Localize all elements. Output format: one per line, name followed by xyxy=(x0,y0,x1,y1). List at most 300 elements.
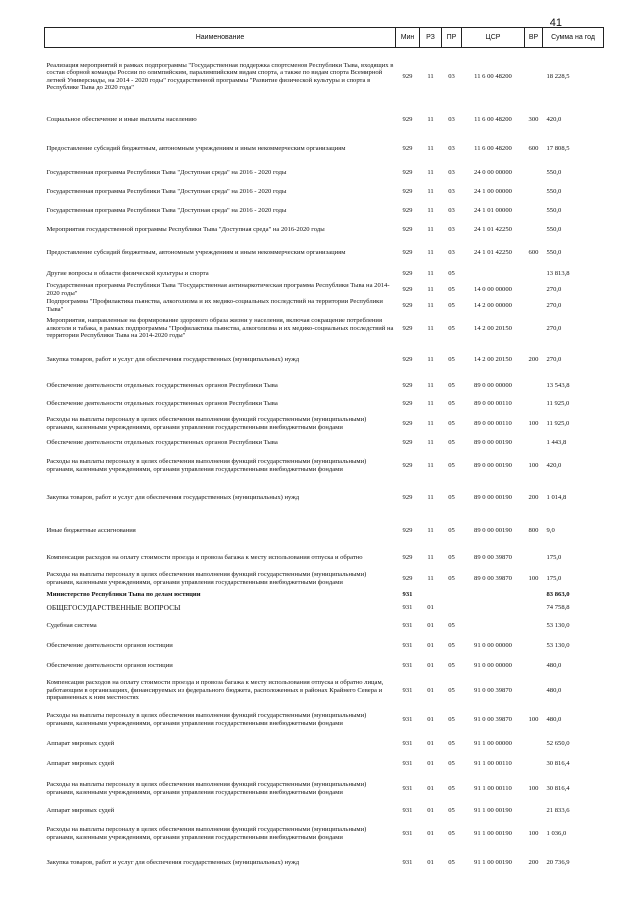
table-row xyxy=(45,344,604,376)
table-row xyxy=(45,267,604,282)
cell-pr: 05 xyxy=(448,419,455,427)
cell-vr-value: 600 xyxy=(528,144,539,152)
cell-pr: 05 xyxy=(448,784,455,792)
cell-sum: 13 543,8 xyxy=(546,382,570,390)
cell-vr xyxy=(525,449,543,483)
table-row xyxy=(45,106,604,134)
cell-vr xyxy=(525,754,543,775)
cell-vr xyxy=(525,706,543,734)
cell-rz: 11 xyxy=(427,301,434,309)
cell-vr xyxy=(525,240,543,267)
cell-vr xyxy=(525,775,543,803)
table-row xyxy=(45,183,604,202)
cell-vr xyxy=(525,376,543,397)
cell-pr: 05 xyxy=(448,686,455,694)
cell-sum: 420,0 xyxy=(546,461,562,469)
table-row xyxy=(45,657,604,676)
cell-csr: 11 6 00 48200 xyxy=(474,115,512,123)
table-row xyxy=(45,298,604,314)
cell-csr: 91 1 00 00190 xyxy=(474,829,512,837)
cell-name: ОБЩЕГОСУДАРСТВЕННЫЕ ВОПРОСЫ xyxy=(46,602,181,612)
cell-vr-value: 100 xyxy=(528,461,539,469)
cell-sum: 1 443,8 xyxy=(546,438,567,446)
cell-name: Расходы на выплаты персоналу в целях обеспечения выполнения функций государственными (муниципальными) органами, казенными учреждениями, органами управления государственными внебюджетными фондами xyxy=(46,781,367,796)
cell-sum: 9,0 xyxy=(546,526,555,534)
cell-name: Расходы на выплаты персоналу в целях обеспечения выполнения функций государственными (муниципальными) органами, казенными учреждениями, органами управления государственными внебюджетными фондами xyxy=(46,416,367,431)
cell-vr xyxy=(525,298,543,314)
cell-sum: 21 833,6 xyxy=(546,806,570,814)
cell-csr: 91 0 00 00000 xyxy=(474,662,512,670)
cell-rz: 11 xyxy=(427,355,434,363)
table-row xyxy=(45,164,604,183)
cell-csr xyxy=(462,591,525,600)
cell-rz: 11 xyxy=(427,115,434,123)
cell-sum: 270,0 xyxy=(546,355,562,363)
cell-vr xyxy=(525,397,543,411)
cell-name: Обеспечение деятельности отдельных государственных органов Республики Тыва xyxy=(46,438,278,446)
cell-name: Обеспечение деятельности органов юстиции xyxy=(46,662,173,670)
cell-pr: 05 xyxy=(448,438,455,446)
cell-rz: 11 xyxy=(427,438,434,446)
cell-min: 929 xyxy=(402,144,413,152)
cell-vr xyxy=(525,513,543,549)
cell-vr xyxy=(525,483,543,513)
cell-rz: 01 xyxy=(427,642,434,650)
cell-csr: 89 0 00 39870 xyxy=(474,553,512,561)
cell-pr: 05 xyxy=(448,382,455,390)
cell-min: 929 xyxy=(402,226,413,234)
cell-rz: 01 xyxy=(427,686,434,694)
cell-sum: 30 816,4 xyxy=(546,784,570,792)
table-row xyxy=(45,513,604,549)
cell-csr: 11 6 00 48200 xyxy=(474,73,512,81)
cell-min: 931 xyxy=(402,739,413,747)
cell-name: Судебная система xyxy=(46,621,97,629)
cell-sum: 18 228,5 xyxy=(546,73,570,81)
cell-rz: 11 xyxy=(427,285,434,293)
cell-pr: 05 xyxy=(448,324,455,332)
cell-pr: 05 xyxy=(448,760,455,768)
table-body xyxy=(45,48,604,877)
cell-sum: 11 925,0 xyxy=(546,399,570,407)
cell-csr: 89 0 00 00000 xyxy=(474,382,512,390)
cell-vr xyxy=(525,567,543,591)
cell-vr xyxy=(525,636,543,657)
cell-min: 931 xyxy=(402,603,413,611)
cell-name: Закупка товаров, работ и услуг для обеспечения государственных (муниципальных) нужд xyxy=(46,858,300,866)
cell-sum: 30 816,4 xyxy=(546,760,570,768)
cell-min: 929 xyxy=(402,324,413,332)
table-row xyxy=(45,600,604,616)
cell-name: Предоставление субсидий бюджетным, автономным учреждениям и иным некоммерческим организациям xyxy=(46,144,346,152)
cell-pr: 03 xyxy=(448,144,455,152)
cell-pr: 05 xyxy=(448,526,455,534)
cell-pr: 05 xyxy=(448,461,455,469)
table-row xyxy=(45,483,604,513)
table-row xyxy=(45,282,604,298)
cell-sum: 270,0 xyxy=(546,285,562,293)
cell-csr: 89 0 00 39870 xyxy=(474,574,512,582)
cell-sum: 480,0 xyxy=(546,715,562,723)
cell-rz: 11 xyxy=(427,461,434,469)
cell-csr: 14 2 00 20150 xyxy=(474,324,512,332)
cell-csr xyxy=(462,600,525,616)
cell-name: Социальное обеспечение и иные выплаты населению xyxy=(46,115,197,123)
cell-min: 929 xyxy=(402,553,413,561)
header-vr: ВР xyxy=(525,28,543,48)
cell-csr: 91 0 00 39870 xyxy=(474,686,512,694)
cell-vr xyxy=(525,411,543,437)
cell-vr xyxy=(525,134,543,164)
cell-vr xyxy=(525,734,543,754)
cell-rz: 01 xyxy=(427,603,434,611)
cell-vr xyxy=(525,267,543,282)
cell-rz: 01 xyxy=(427,662,434,670)
cell-csr: 89 0 00 00190 xyxy=(474,526,512,534)
cell-csr: 24 1 00 00000 xyxy=(474,188,512,196)
cell-vr xyxy=(525,106,543,134)
table-row xyxy=(45,202,604,221)
cell-name: Компенсация расходов на оплату стоимости проезда и провоза багажа к месту использования отпуска и обратно xyxy=(46,553,363,561)
cell-vr-value: 200 xyxy=(528,493,539,501)
cell-min: 929 xyxy=(402,382,413,390)
cell-sum: 175,0 xyxy=(546,574,562,582)
cell-min: 931 xyxy=(402,662,413,670)
table-row xyxy=(45,449,604,483)
cell-name: Закупка товаров, работ и услуг для обеспечения государственных (муниципальных) нужд xyxy=(46,355,300,363)
cell-sum: 20 736,9 xyxy=(546,858,570,866)
cell-vr xyxy=(525,221,543,240)
cell-min: 929 xyxy=(402,285,413,293)
cell-name: Реализация мероприятий в рамках подпрограммы "Государственная поддержка спортсменов Республики Тыва, входящих в состав сборной команды России по олимпийским, паралимпийским видам спорта, а также по видам спорта Всемирной летней Универсиады, на 2014 - 2020 годы" государственной программы "Развитие физической культуры и спорта в Республике Тыва до 2020 года" xyxy=(46,61,394,92)
cell-vr-value: 100 xyxy=(528,574,539,582)
cell-pr: 05 xyxy=(448,270,455,278)
cell-sum: 1 014,8 xyxy=(546,493,567,501)
budget-table xyxy=(44,27,604,877)
cell-rz: 11 xyxy=(427,188,434,196)
cell-sum: 550,0 xyxy=(546,207,562,215)
cell-csr: 91 1 00 00190 xyxy=(474,858,512,866)
cell-vr-value: 300 xyxy=(528,115,539,123)
cell-vr xyxy=(525,282,543,298)
cell-name: Компенсация расходов на оплату стоимости проезда и провоза багажа к месту использования отпуска и обратно лицам, работающим в организациях, финансируемых из федерального бюджета, расположенных в районах Крайнего Севера и приравненных к ним местностях xyxy=(46,679,384,702)
cell-pr: 05 xyxy=(448,285,455,293)
cell-sum: 550,0 xyxy=(546,188,562,196)
table-row xyxy=(45,849,604,877)
cell-csr: 91 1 00 00000 xyxy=(474,739,512,747)
cell-min: 929 xyxy=(402,574,413,582)
cell-rz: 11 xyxy=(427,526,434,534)
cell-name: Аппарат мировых судей xyxy=(46,806,115,814)
cell-csr: 91 1 00 00190 xyxy=(474,806,512,814)
cell-sum: 480,0 xyxy=(546,686,562,694)
cell-csr xyxy=(462,616,525,636)
cell-csr: 24 1 01 42250 xyxy=(474,249,512,257)
cell-min: 931 xyxy=(402,642,413,650)
cell-rz: 11 xyxy=(427,73,434,81)
cell-min: 931 xyxy=(402,760,413,768)
cell-min: 929 xyxy=(402,169,413,177)
cell-pr: 05 xyxy=(448,829,455,837)
cell-rz: 11 xyxy=(427,169,434,177)
cell-rz: 11 xyxy=(427,207,434,215)
cell-name: Закупка товаров, работ и услуг для обеспечения государственных (муниципальных) нужд xyxy=(46,493,300,501)
cell-vr-value: 100 xyxy=(528,829,539,837)
cell-csr: 91 1 00 00110 xyxy=(474,760,512,768)
cell-pr: 05 xyxy=(448,301,455,309)
table-row xyxy=(45,803,604,819)
cell-min: 931 xyxy=(402,686,413,694)
cell-min: 931 xyxy=(402,715,413,723)
cell-rz xyxy=(420,591,442,600)
cell-min: 929 xyxy=(402,249,413,257)
cell-rz: 01 xyxy=(427,760,434,768)
cell-pr: 03 xyxy=(448,249,455,257)
cell-pr xyxy=(442,591,462,600)
cell-name: Обеспечение деятельности отдельных государственных органов Республики Тыва xyxy=(46,382,278,390)
cell-csr: 11 6 00 48200 xyxy=(474,144,512,152)
cell-vr-value: 100 xyxy=(528,419,539,427)
cell-vr xyxy=(525,591,543,600)
cell-csr: 89 0 00 00190 xyxy=(474,461,512,469)
table-row xyxy=(45,240,604,267)
cell-rz: 11 xyxy=(427,226,434,234)
page-number: 41 xyxy=(549,17,562,29)
cell-rz: 01 xyxy=(427,829,434,837)
cell-rz: 11 xyxy=(427,144,434,152)
header-pr: ПР xyxy=(442,28,462,48)
cell-vr-value: 800 xyxy=(528,526,539,534)
cell-min: 929 xyxy=(402,115,413,123)
cell-rz: 11 xyxy=(427,553,434,561)
cell-sum: 13 813,8 xyxy=(546,270,570,278)
cell-pr: 05 xyxy=(448,355,455,363)
cell-name: Государственная программа Республики Тыва "Доступная среда" на 2016 - 2020 годы xyxy=(46,169,287,177)
cell-csr xyxy=(462,267,525,282)
cell-sum: 1 036,0 xyxy=(546,829,567,837)
cell-min: 929 xyxy=(402,493,413,501)
cell-pr: 05 xyxy=(448,739,455,747)
cell-name: Государственная программа Республики Тыва "Государственная антинаркотическая программа Республики Тыва на 2014-2020 годы" xyxy=(46,282,390,297)
cell-name: Другие вопросы в области физической культуры и спорта xyxy=(46,270,209,278)
table-row xyxy=(45,48,604,106)
header-min: Мин xyxy=(396,28,420,48)
cell-name: Государственная программа Республики Тыва "Доступная среда" на 2016 - 2020 годы xyxy=(46,188,287,196)
cell-sum: 270,0 xyxy=(546,324,562,332)
cell-csr: 24 0 00 00000 xyxy=(474,169,512,177)
table-row xyxy=(45,706,604,734)
cell-pr: 03 xyxy=(448,188,455,196)
cell-csr: 89 0 00 00110 xyxy=(474,419,512,427)
table-row xyxy=(45,134,604,164)
cell-min: 929 xyxy=(402,188,413,196)
cell-min: 929 xyxy=(402,399,413,407)
cell-min: 929 xyxy=(402,355,413,363)
cell-vr xyxy=(525,314,543,344)
cell-min: 931 xyxy=(402,829,413,837)
cell-rz: 01 xyxy=(427,858,434,866)
cell-csr: 91 0 00 39870 xyxy=(474,715,512,723)
cell-vr-value: 600 xyxy=(528,249,539,256)
cell-pr xyxy=(442,600,462,616)
cell-rz: 01 xyxy=(427,621,434,629)
table-row xyxy=(45,411,604,437)
cell-csr: 91 1 00 00110 xyxy=(474,784,512,792)
cell-pr: 03 xyxy=(448,73,455,81)
cell-name: Расходы на выплаты персоналу в целях обеспечения выполнения функций государственными (муниципальными) органами, казенными учреждениями, органами управления государственными внебюджетными фондами xyxy=(46,712,367,727)
cell-name: Обеспечение деятельности органов юстиции xyxy=(46,642,173,650)
cell-pr: 05 xyxy=(448,621,455,629)
cell-sum: 11 925,0 xyxy=(546,419,570,427)
cell-name: Предоставление субсидий бюджетным, автономным учреждениям и иным некоммерческим организациям xyxy=(46,249,346,257)
cell-vr-value: 100 xyxy=(528,715,539,723)
cell-sum: 550,0 xyxy=(546,249,562,257)
header-csr: ЦСР xyxy=(462,28,525,48)
cell-sum: 83 863,0 xyxy=(546,591,570,599)
cell-pr: 05 xyxy=(448,806,455,814)
cell-csr: 14 2 00 00000 xyxy=(474,301,512,309)
cell-sum: 53 130,0 xyxy=(546,621,570,629)
cell-sum: 74 758,8 xyxy=(546,603,570,611)
cell-rz: 11 xyxy=(427,249,434,257)
cell-name: Государственная программа Республики Тыва "Доступная среда" на 2016 - 2020 годы xyxy=(46,207,287,215)
table-row xyxy=(45,549,604,567)
cell-rz: 11 xyxy=(427,382,434,390)
cell-name: Подпрограмма "Профилактика пьянства, алкоголизма и их медико-социальных последствий на территории Республики Тыва" xyxy=(46,298,383,313)
cell-csr: 24 1 01 00000 xyxy=(474,207,512,215)
cell-vr xyxy=(525,344,543,376)
table-row xyxy=(45,676,604,706)
cell-rz: 11 xyxy=(427,324,434,332)
cell-name: Министерство Республики Тыва по делам юстиции xyxy=(46,591,201,599)
cell-pr: 03 xyxy=(448,226,455,234)
cell-rz: 11 xyxy=(427,399,434,407)
cell-vr xyxy=(525,164,543,183)
cell-min: 931 xyxy=(402,621,413,629)
cell-pr: 05 xyxy=(448,642,455,650)
cell-sum: 17 808,5 xyxy=(546,144,570,152)
cell-vr xyxy=(525,676,543,706)
cell-vr xyxy=(525,437,543,449)
cell-csr: 24 1 01 42250 xyxy=(474,226,512,234)
header-name: Наименование xyxy=(45,28,396,48)
cell-sum: 52 650,0 xyxy=(546,739,570,747)
cell-vr-value: 200 xyxy=(528,858,539,866)
cell-pr: 05 xyxy=(448,715,455,723)
cell-pr: 03 xyxy=(448,115,455,123)
cell-vr xyxy=(525,48,543,106)
table-row xyxy=(45,397,604,411)
cell-vr-value: 100 xyxy=(528,784,539,792)
cell-min: 931 xyxy=(402,858,413,866)
cell-pr: 05 xyxy=(448,553,455,561)
cell-sum: 53 130,0 xyxy=(546,642,570,650)
cell-pr: 05 xyxy=(448,858,455,866)
cell-name: Обеспечение деятельности отдельных государственных органов Республики Тыва xyxy=(46,399,278,407)
cell-rz: 01 xyxy=(427,806,434,814)
cell-pr: 05 xyxy=(448,493,455,501)
cell-vr xyxy=(525,183,543,202)
table-row xyxy=(45,616,604,636)
cell-vr xyxy=(525,600,543,616)
cell-vr xyxy=(525,616,543,636)
cell-rz: 11 xyxy=(427,270,434,278)
table-row xyxy=(45,819,604,849)
cell-min: 931 xyxy=(402,591,413,599)
cell-name: Иные бюджетные ассигнования xyxy=(46,526,136,534)
cell-pr: 05 xyxy=(448,399,455,407)
table-row xyxy=(45,754,604,775)
table-row xyxy=(45,591,604,600)
cell-min: 931 xyxy=(402,806,413,814)
table-row xyxy=(45,567,604,591)
cell-min: 929 xyxy=(402,526,413,534)
cell-name: Мероприятия, направленные на формирование здорового образа жизни у населения, включая сокращение потребления алкоголя и табака, в рамках подпрограммы "Профилактика пьянства, алкоголизма и их медико-социальных последствий на территории Республики Тыва на 2014-2020 годы" xyxy=(46,317,394,340)
cell-name: Расходы на выплаты персоналу в целях обеспечения выполнения функций государственными (муниципальными) органами, казенными учреждениями, органами управления государственными внебюджетными фондами xyxy=(46,826,367,841)
cell-pr: 03 xyxy=(448,207,455,215)
table-row xyxy=(45,775,604,803)
cell-vr xyxy=(525,549,543,567)
table-row xyxy=(45,437,604,449)
cell-min: 929 xyxy=(402,438,413,446)
cell-name: Расходы на выплаты персоналу в целях обеспечения выполнения функций государственными (муниципальными) органами, казенными учреждениями, органами управления государственными внебюджетными фондами xyxy=(46,458,367,473)
cell-rz: 11 xyxy=(427,574,434,582)
header-sum: Сумма на год xyxy=(543,28,604,48)
cell-rz: 01 xyxy=(427,715,434,723)
cell-min: 929 xyxy=(402,207,413,215)
cell-csr: 89 0 00 00190 xyxy=(474,493,512,501)
cell-vr xyxy=(525,819,543,849)
cell-min: 929 xyxy=(402,461,413,469)
cell-sum: 550,0 xyxy=(546,226,562,234)
cell-sum: 420,0 xyxy=(546,115,562,123)
cell-vr xyxy=(525,202,543,221)
cell-name: Аппарат мировых судей xyxy=(46,760,115,768)
cell-pr: 03 xyxy=(448,169,455,177)
cell-csr: 14 0 00 00000 xyxy=(474,285,512,293)
cell-csr: 91 0 00 00000 xyxy=(474,642,512,650)
cell-name: Расходы на выплаты персоналу в целях обеспечения выполнения функций государственными (муниципальными) органами, казенными учреждениями, органами управления государственными внебюджетными фондами xyxy=(46,571,367,586)
cell-csr: 89 0 00 00110 xyxy=(474,399,512,407)
cell-sum: 175,0 xyxy=(546,553,562,561)
cell-min: 929 xyxy=(402,419,413,427)
cell-name: Мероприятия государственной программы Республики Тыва "Доступная среда" на 2016-2020 годы xyxy=(46,226,325,234)
cell-vr-value: 200 xyxy=(528,355,539,363)
cell-min: 929 xyxy=(402,270,413,278)
cell-csr: 89 0 00 00190 xyxy=(474,438,512,446)
cell-sum: 550,0 xyxy=(546,169,562,177)
cell-min: 931 xyxy=(402,784,413,792)
table-row xyxy=(45,376,604,397)
table-row xyxy=(45,314,604,344)
table-row xyxy=(45,636,604,657)
cell-name: Аппарат мировых судей xyxy=(46,739,115,747)
cell-rz: 01 xyxy=(427,739,434,747)
cell-vr xyxy=(525,657,543,676)
header-rz: РЗ xyxy=(420,28,442,48)
cell-vr xyxy=(525,803,543,819)
cell-vr xyxy=(525,849,543,877)
cell-pr: 05 xyxy=(448,574,455,582)
table-row xyxy=(45,734,604,754)
table-header-row xyxy=(45,28,604,48)
cell-rz: 01 xyxy=(427,784,434,792)
cell-min: 929 xyxy=(402,301,413,309)
cell-sum: 480,0 xyxy=(546,662,562,670)
cell-rz: 11 xyxy=(427,419,434,427)
table-row xyxy=(45,221,604,240)
cell-csr: 14 2 00 20150 xyxy=(474,355,512,363)
